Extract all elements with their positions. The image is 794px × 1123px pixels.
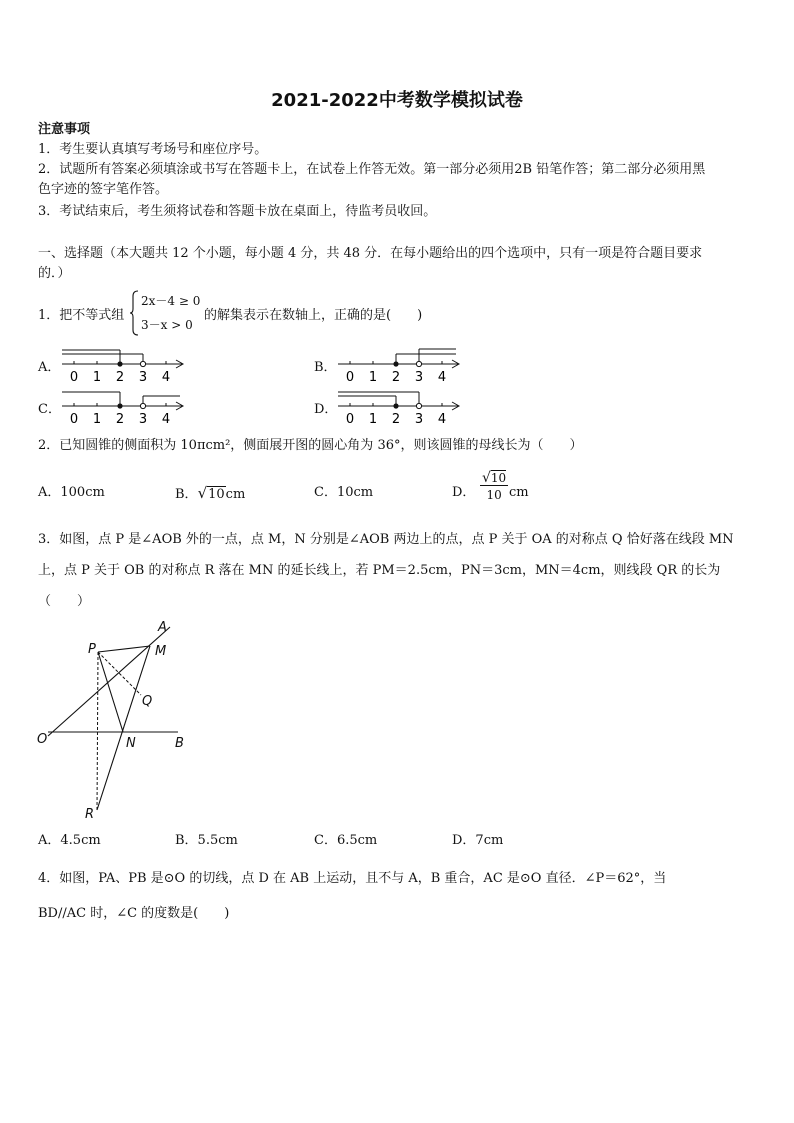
q4-line-1: 4．如图，PA、PB 是⊙O 的切线，点 D 在 AB 上运动，且不与 A，B 重合，AC 是⊙O 直径．∠P＝62°，当 <box>38 871 667 886</box>
q3-option-d: D．7cm <box>452 833 504 848</box>
tick-label: 3 <box>138 412 148 426</box>
q2-option-d-label: D． <box>452 485 476 500</box>
tick-label: 0 <box>69 370 79 384</box>
q2-option-d-fraction: $\frac{√10}{10}$ <box>482 470 507 502</box>
tick-label: 2 <box>391 370 401 384</box>
label-n: N <box>126 736 136 751</box>
tick-label: 3 <box>138 370 148 384</box>
q2-option-d-denominator: 10 <box>486 488 502 502</box>
tick-label: 4 <box>161 370 171 384</box>
label-b: B <box>175 736 184 751</box>
label-m: M <box>155 644 167 659</box>
q3-line-2: 上，点 P 关于 OB 的对称点 R 落在 MN 的延长线上，若 PM＝2.5cm，PN＝3cm，MN＝4cm，则线段 QR 的长为 <box>38 563 721 578</box>
q2-option-b-radicand: 10 <box>208 487 225 502</box>
tick-label: 4 <box>437 370 447 384</box>
q3-option-a: A．4.5cm <box>38 833 101 848</box>
number-line-a <box>58 344 188 384</box>
q3-option-b: B．5.5cm <box>175 833 238 848</box>
notice-item: 1．考生要认真填写考场号和座位序号。 <box>38 142 268 157</box>
section-heading-cont: 的．） <box>38 266 71 281</box>
q3-line-3: （ ） <box>38 594 91 609</box>
q1-prefix: 1．把不等式组 <box>38 308 125 323</box>
page-title: 2021-2022中考数学模拟试卷 <box>271 90 523 111</box>
notice-item: 3．考试结束后，考生须将试卷和答题卡放在桌面上，待监考员收回。 <box>38 204 437 219</box>
tick-label: 0 <box>69 412 79 426</box>
q3-line-1: 3．如图，点 P 是∠AOB 外的一点，点 M，N 分别是∠AOB 两边上的点，点 P 关于 OA 的对称点 Q 恰好落在线段 MN <box>38 532 734 547</box>
label-o: O <box>37 732 48 747</box>
tick-label: 4 <box>437 412 447 426</box>
notice-item: 色字迹的签字笔作答。 <box>38 182 169 197</box>
q1-option-a: A． <box>38 360 61 375</box>
tick-label: 1 <box>92 412 102 426</box>
tick-label: 0 <box>345 370 355 384</box>
tick-label: 4 <box>161 412 171 426</box>
tick-label: 1 <box>368 370 378 384</box>
tick-label: 0 <box>345 412 355 426</box>
q2-option-b-unit: cm <box>225 487 246 502</box>
q2-option-b-label: B． <box>175 487 198 502</box>
tick-label: 3 <box>414 412 424 426</box>
number-line-c <box>58 386 188 426</box>
tick-label: 2 <box>115 412 125 426</box>
q1-inequality-2: 3－x > 0 <box>141 318 193 332</box>
number-line-d <box>334 386 464 426</box>
q2-option-c: C．10cm <box>314 485 374 500</box>
q2-option-d-numerator: 10 <box>490 471 507 485</box>
q1-option-d: D． <box>314 402 338 417</box>
q1-inequality-1: 2x－4 ≥ 0 <box>141 294 201 308</box>
q2-option-a: A．100cm <box>38 485 105 500</box>
q2-option-b: B．√10cm <box>175 484 246 502</box>
section-heading: 一、选择题（本大题共 12 个小题，每小题 4 分，共 48 分．在每小题给出的四个选项中，只有一项是符合题目要求 <box>38 246 703 261</box>
tick-label: 1 <box>368 412 378 426</box>
label-p: P <box>88 642 96 657</box>
q1-suffix: 的解集表示在数轴上，正确的是( ) <box>204 308 423 323</box>
notice-item: 2．试题所有答案必须填涂或书写在答题卡上，在试卷上作答无效。第一部分必须用2B 铅笔作答；第二部分必须用黑 <box>38 162 706 177</box>
q3-geometry-figure <box>30 615 200 825</box>
tick-label: 1 <box>92 370 102 384</box>
number-line-b <box>334 344 464 384</box>
q1-option-b: B． <box>314 360 337 375</box>
tick-label: 2 <box>391 412 401 426</box>
brace-icon <box>129 290 139 336</box>
q3-option-c: C．6.5cm <box>314 833 378 848</box>
label-a: A <box>158 620 167 635</box>
q2-stem: 2．已知圆锥的侧面积为 10πcm²，侧面展开图的圆心角为 36°，则该圆锥的母线长为（ ） <box>38 438 583 453</box>
tick-label: 2 <box>115 370 125 384</box>
label-r: R <box>85 807 95 822</box>
label-q: Q <box>142 694 153 709</box>
q4-line-2: BD//AC 时，∠C 的度数是( ) <box>38 906 230 921</box>
notice-heading: 注意事项 <box>38 122 91 137</box>
tick-label: 3 <box>414 370 424 384</box>
q2-option-d-unit: cm <box>509 485 529 500</box>
q1-option-c: C． <box>38 402 61 417</box>
